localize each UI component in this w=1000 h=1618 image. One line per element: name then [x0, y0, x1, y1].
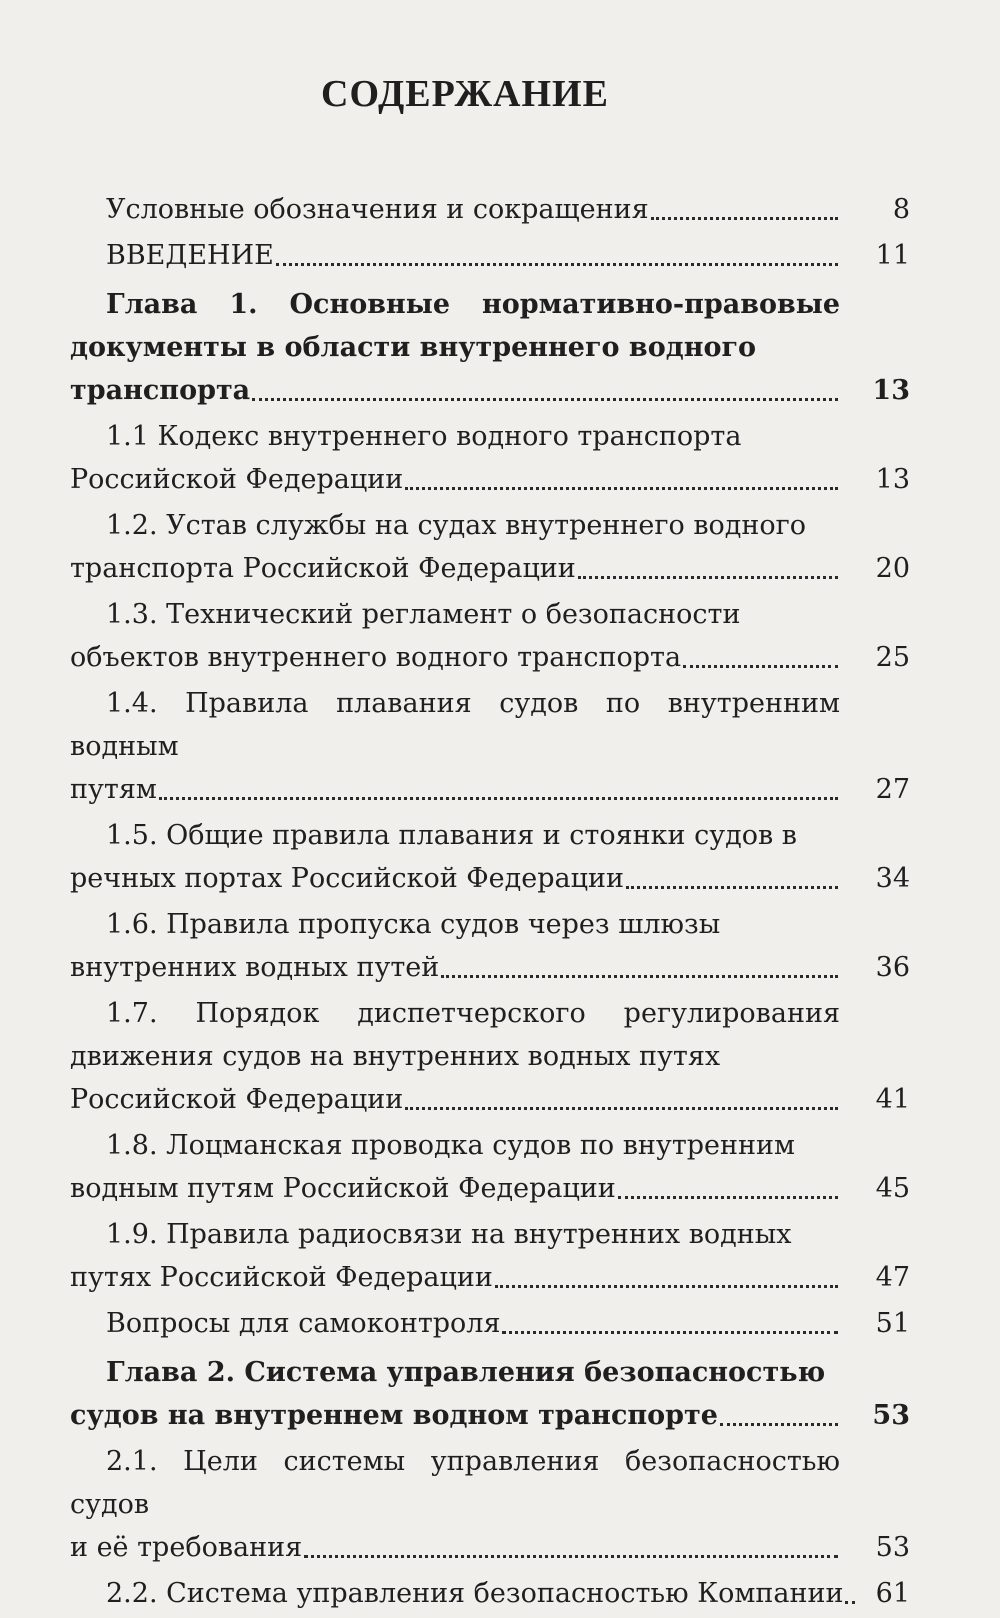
toc-page-number: 34 [875, 863, 910, 894]
toc-entry-body [70, 504, 840, 590]
page-title: СОДЕРЖАНИЕ [321, 73, 609, 115]
toc-entry [70, 234, 910, 277]
toc-page-number: 11 [875, 240, 910, 271]
toc-entry-body [70, 188, 840, 231]
toc-page-number: 47 [875, 1262, 910, 1293]
dot-leader [304, 1555, 838, 1558]
toc-entry [70, 415, 910, 501]
toc-entry-label: внутренних водных путей [70, 952, 440, 983]
toc-entry-lastline [70, 458, 840, 501]
toc-entry-text: 1.9. Правила радиосвязи на внутренних водных [106, 1219, 792, 1250]
toc-entry-lastline [70, 188, 840, 231]
toc-entry-label: Вопросы для самоконтроля [106, 1308, 501, 1339]
toc-entry [70, 1213, 910, 1299]
toc-entry-label: ВВЕДЕНИЕ [106, 240, 274, 271]
toc-entry-lastline [70, 1572, 844, 1615]
toc-entry-lastline [70, 1394, 840, 1437]
toc-entry-lastline [70, 857, 840, 900]
toc-entry [70, 1572, 910, 1615]
toc-entry-body [70, 283, 840, 412]
toc-entry-text: 1.2. Устав службы на судах внутреннего водного [106, 510, 807, 541]
toc-entry-body [70, 1302, 840, 1345]
toc-entry-lastline [70, 1078, 840, 1121]
toc-entry-lastline [70, 1256, 840, 1299]
toc-entry-body [70, 415, 840, 501]
toc-page-number: 53 [872, 1400, 910, 1431]
dot-leader [502, 1331, 838, 1334]
toc-entry-lastline [70, 1302, 840, 1345]
toc-entry-body [70, 1213, 840, 1299]
toc-entry-label: путях Российской Федерации [70, 1262, 493, 1293]
toc-entry-label: 2.2. Система управления безопасностью Компании [106, 1578, 844, 1609]
toc-entry-lastline [70, 1167, 840, 1210]
toc-page-number: 20 [875, 553, 910, 584]
toc-entry-lastline [70, 547, 840, 590]
toc-entry-lastline [70, 369, 840, 412]
toc-entry-body [70, 1124, 840, 1210]
toc-entry-label: речных портах Российской Федерации [70, 863, 625, 894]
toc-entry-body [70, 1440, 840, 1569]
toc-entry [70, 283, 910, 412]
toc-page-number: 36 [875, 952, 910, 983]
toc-page-number: 41 [875, 1084, 910, 1115]
toc-entry-text: 1.7. Порядок диспетчерского регулирования движения судов на внутренних водных путях [70, 998, 840, 1072]
toc-entry-body [70, 992, 840, 1121]
dot-leader [252, 398, 838, 401]
toc-entry-body [70, 1351, 840, 1437]
toc-entry-label: транспорта Российской Федерации [70, 553, 576, 584]
toc-entry-lastline [70, 768, 840, 811]
toc-entry-body [70, 593, 840, 679]
toc-entry [70, 682, 910, 811]
toc-entry-lastline [70, 234, 840, 277]
toc-entry [70, 903, 910, 989]
toc-entry [70, 593, 910, 679]
toc-page-number: 13 [872, 375, 910, 406]
toc-entry [70, 1351, 910, 1437]
toc-entry-body [70, 1572, 844, 1615]
toc-entry-text: 1.8. Лоцманская проводка судов по внутренним [106, 1130, 796, 1161]
toc-entry-text: 1.3. Технический регламент о безопасности [106, 599, 741, 630]
toc-entry-body [70, 903, 840, 989]
toc-page-number: 45 [875, 1173, 910, 1204]
toc-entry-body [70, 682, 840, 811]
toc-entry-text: 1.1 Кодекс внутреннего водного транспорта [106, 421, 742, 452]
dot-leader [495, 1285, 838, 1288]
dot-leader [276, 263, 838, 266]
toc-entry-text: 2.1. Цели системы управления безопасностью судов [70, 1446, 840, 1520]
dot-leader [626, 886, 838, 889]
toc-entry-lastline [70, 1526, 840, 1569]
toc-entry-label: водным путям Российской Федерации [70, 1173, 616, 1204]
toc-entry-label: путям [70, 774, 157, 805]
dot-leader [578, 576, 838, 579]
toc-entry-label: и её требования [70, 1532, 303, 1563]
toc-entry [70, 504, 910, 590]
toc-page-number: 8 [892, 194, 910, 225]
dot-leader [651, 217, 838, 220]
toc-entry-lastline [70, 636, 840, 679]
toc-page-number: 61 [875, 1578, 910, 1609]
toc-page-number: 25 [875, 642, 910, 673]
toc-entry-label: Российской Федерации [70, 1084, 404, 1115]
toc-page-number: 51 [875, 1308, 910, 1339]
toc-entry-body [70, 234, 840, 277]
toc-page-number: 27 [875, 774, 910, 805]
toc-entry-label: Российской Федерации [70, 464, 404, 495]
toc-page-number: 13 [875, 464, 910, 495]
toc-entry-label: Условные обозначения и сокращения [106, 194, 649, 225]
toc-entry-body [70, 814, 840, 900]
toc-page-number: 53 [875, 1532, 910, 1563]
toc-entry-text: 1.6. Правила пропуска судов через шлюзы [106, 909, 721, 940]
dot-leader [159, 797, 838, 800]
toc-entry-text: 1.4. Правила плавания судов по внутренним водным [70, 688, 840, 762]
toc-entry [70, 1124, 910, 1210]
dot-leader [441, 975, 838, 978]
dot-leader [405, 1107, 838, 1110]
toc-entry-lastline [70, 946, 840, 989]
dot-leader [405, 487, 838, 490]
toc-entry-label: транспорта [70, 375, 251, 406]
dot-leader [618, 1196, 838, 1199]
table-of-contents [70, 188, 910, 1618]
toc-entry [70, 188, 910, 231]
toc-entry [70, 1440, 910, 1569]
toc-entry-text: 1.5. Общие правила плавания и стоянки судов в [106, 820, 797, 851]
dot-leader [683, 665, 838, 668]
toc-entry-label: судов на внутреннем водном транспорте [70, 1400, 718, 1431]
toc-entry [70, 1302, 910, 1345]
toc-entry [70, 992, 910, 1121]
toc-entry-text: Глава 1. Основные нормативно-правовые документы в области внутреннего водного [70, 289, 840, 363]
toc-entry-label: объектов внутреннего водного транспорта [70, 642, 682, 673]
toc-entry-text: Глава 2. Система управления безопасностью [106, 1357, 826, 1388]
toc-entry [70, 814, 910, 900]
dot-leader [720, 1423, 838, 1426]
